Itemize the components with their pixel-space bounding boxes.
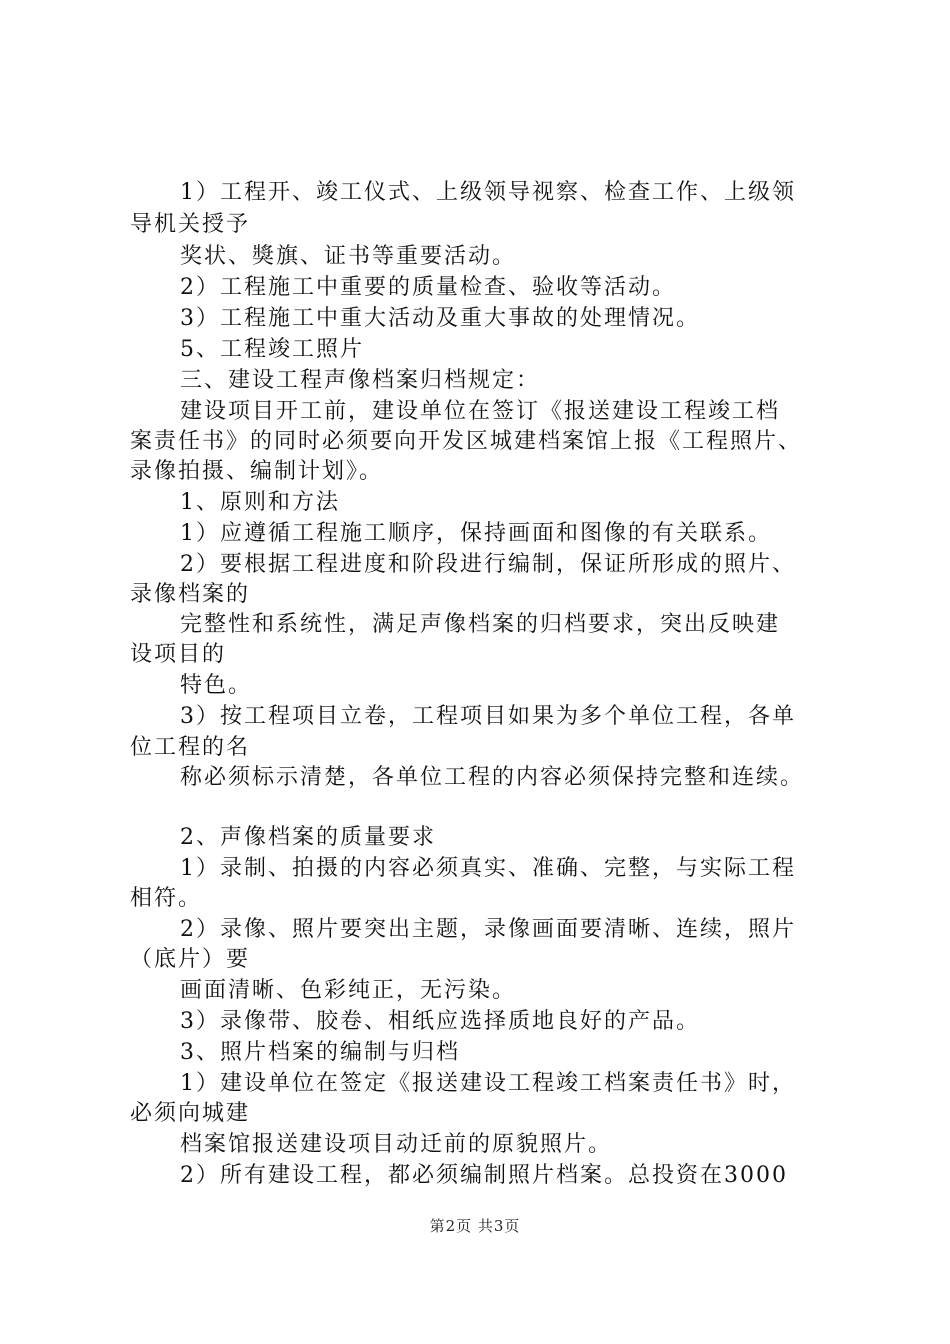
text-line: 录像拍摄、编制计划》。: [130, 459, 384, 484]
text-line: 5、工程竣工照片: [180, 337, 364, 362]
text-line: 案责任书》的同时必须要向开发区城建档案馆上报《工程照片、: [130, 429, 803, 454]
text-line: 特色。: [180, 673, 253, 698]
text-line: 画面清晰、色彩纯正，无污染。: [180, 978, 517, 1003]
text-line: 档案馆报送建设项目动迁前的原貌照片。: [180, 1132, 613, 1157]
text-line: 称必须标示清楚，各单位工程的内容必须保持完整和连续。: [180, 765, 805, 790]
text-line: （底片）要: [130, 947, 251, 972]
text-line: 2、声像档案的质量要求: [180, 825, 436, 850]
text-line: 1）建设单位在签定《报送建设工程竣工档案责任书》时，: [180, 1071, 796, 1096]
text-line: 1）应遵循工程施工顺序，保持画面和图像的有关联系。: [180, 521, 772, 546]
text-line: 录像档案的: [130, 582, 251, 607]
text-line: 导机关授予: [130, 212, 251, 237]
text-line: 奖状、獎旗、证书等重要活动。: [180, 244, 517, 269]
text-line: 三、建设工程声像档案归档规定：: [180, 368, 541, 393]
text-line: 3、照片档案的编制与归档: [180, 1040, 460, 1065]
text-line: 相符。: [130, 886, 203, 911]
text-line: 完整性和系统性，满足声像档案的归档要求，突出反映建: [180, 612, 781, 637]
page-number-footer: 第2页 共3页: [429, 1217, 521, 1235]
text-line: 3）工程施工中重大活动及重大事故的处理情况。: [180, 306, 700, 331]
text-line: 3）录像带、胶卷、相纸应选择质地良好的产品。: [180, 1009, 700, 1034]
text-line: 1）录制、拍摄的内容必须真实、准确、完整，与实际工程: [180, 856, 796, 881]
text-line: 2）要根据工程进度和阶段进行编制，保证所形成的照片、: [180, 552, 796, 577]
text-line: 3）按工程项目立卷，工程项目如果为多个单位工程，各单: [180, 704, 796, 729]
text-line: 1）工程开、竣工仪式、上级领导视察、检查工作、上级领: [180, 180, 796, 205]
text-line: 位工程的名: [130, 735, 251, 760]
text-line: 2）所有建设工程，都必须编制照片档案。总投资在3000: [180, 1163, 788, 1188]
text-line: 1、原则和方法: [180, 490, 340, 515]
text-line: 2）工程施工中重要的质量检查、验收等活动。: [180, 275, 676, 300]
text-line: 设项目的: [130, 642, 227, 667]
text-line: 建设项目开工前，建设单位在签订《报送建设工程竣工档: [180, 399, 781, 424]
text-line: 2）录像、照片要突出主题，录像画面要清晰、连续，照片: [180, 917, 796, 942]
text-line: 必须向城建: [130, 1101, 251, 1126]
